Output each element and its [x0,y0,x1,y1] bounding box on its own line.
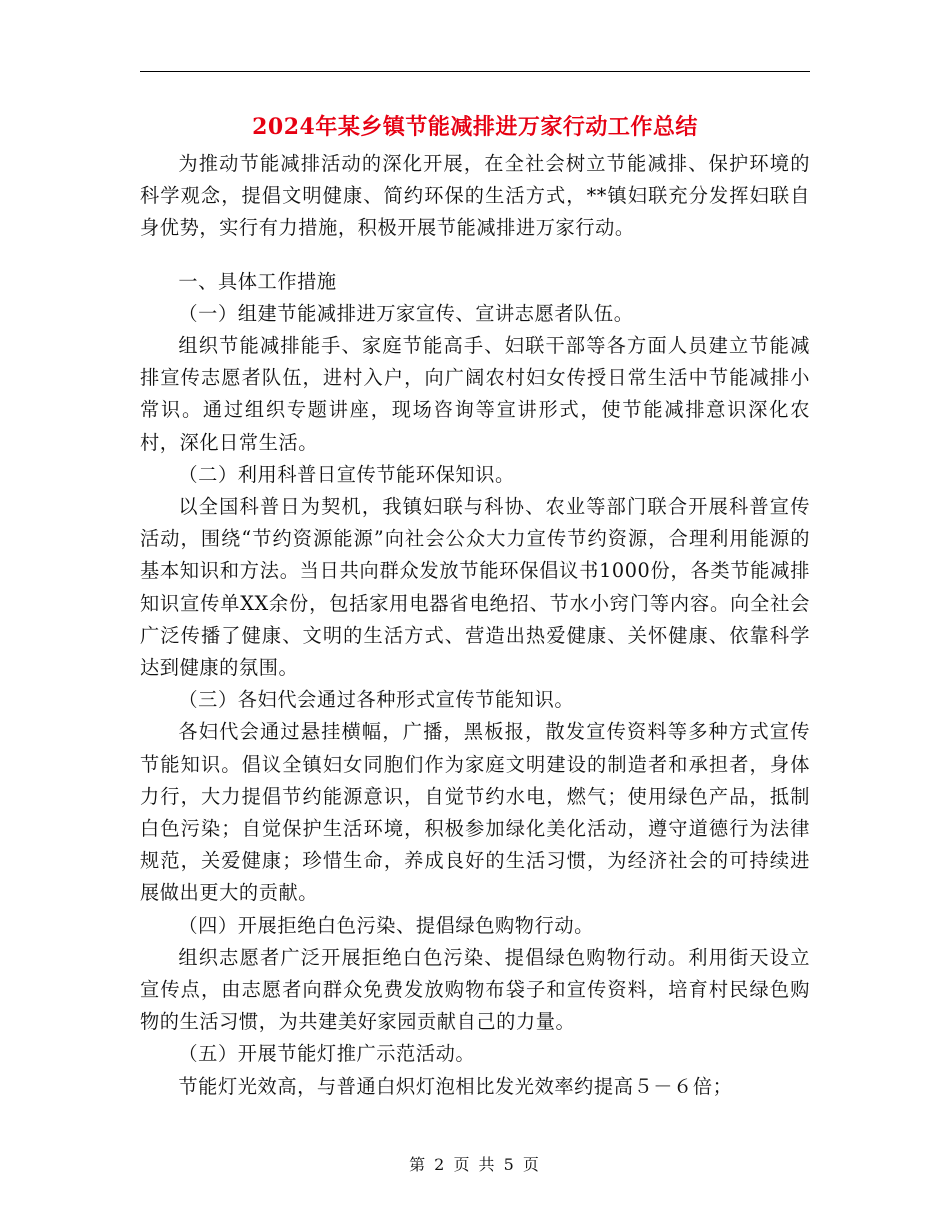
document-title: 2024年某乡镇节能减排进万家行动工作总结 [252,114,698,140]
header-rule [140,71,810,72]
section-heading: 一、具体工作措施 [178,269,337,293]
page-number: 第 2 页 共 5 页 [409,1155,541,1174]
document-body [140,148,810,1103]
paragraph-gap [140,245,810,266]
body-paragraph-2: 以全国科普日为契机，我镇妇联与科协、农业等部门联合开展科普宣传活动，围绕“节约资源能源”向社会公众大力宣传节约资源，合理利用能源的基本知识和方法。当日共向群众发放节能环保倡议书1000份，各类节能减排知识宣传单XX余份，包括家用电器省电绝招、节水小窍门等内容。向全社会广泛传播了健康、文明的生活方式、营造出热爱健康、关怀健康、依靠科学达到健康的氛围。 [140,495,810,680]
subsection-heading-2: （二）利用科普日宣传节能环保知识。 [178,462,515,486]
subsection-heading-4: （四）开展拒绝白色污染、提倡绿色购物行动。 [178,913,594,937]
body-paragraph-4: 组织志愿者广泛开展拒绝白色污染、提倡绿色购物行动。利用街天设立宣传点，由志愿者向群众免费发放购物布袋子和宣传资料，培育村民绿色购物的生活习惯，为共建美好家园贡献自己的力量。 [140,945,810,1034]
intro-paragraph: 为推动节能减排活动的深化开展，在全社会树立节能减排、保护环境的科学观念，提倡文明健康、简约环保的生活方式，**镇妇联充分发挥妇联自身优势，实行有力措施，积极开展节能减排进万家行动。 [140,152,810,240]
body-paragraph-1: 组织节能减排能手、家庭节能高手、妇联干部等各方面人员建立节能减排宣传志愿者队伍，进村入户，向广阔农村妇女传授日常生活中节能减排小常识。通过组织专题讲座，现场咨询等宣讲形式，使节能减排意识深化农村，深化日常生活。 [140,334,810,454]
body-paragraph-3: 各妇代会通过悬挂横幅，广播，黑板报，散发宣传资料等多种方式宣传节能知识。倡议全镇妇女同胞们作为家庭文明建设的制造者和承担者，身体力行，大力提倡节约能源意识，自觉节约水电，燃气；使用绿色产品，抵制白色污染；自觉保护生活环境，积极参加绿化美化活动，遵守道德行为法律规范，关爱健康；珍惜生命，养成良好的生活习惯，为经济社会的可持续进展做出更大的贡献。 [140,720,810,905]
body-paragraph-5: 节能灯光效高，与普通白炽灯泡相比发光效率约提高５－６倍； [178,1074,733,1098]
subsection-heading-3: （三）各妇代会通过各种形式宣传节能知识。 [178,688,575,712]
subsection-heading-5: （五）开展节能灯推广示范活动。 [178,1042,476,1066]
subsection-heading-1: （一）组建节能减排进万家宣传、宣讲志愿者队伍。 [178,301,634,325]
